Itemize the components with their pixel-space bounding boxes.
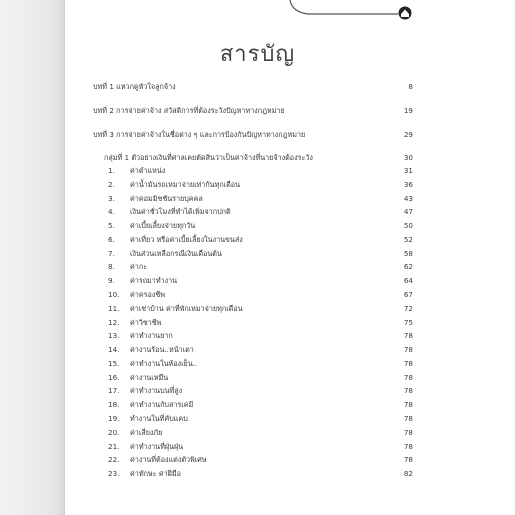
item-number: 14.	[108, 345, 120, 355]
toc-item	[108, 441, 413, 453]
item-title: ค่าวิชาชีพ	[130, 317, 162, 327]
item-number: 1.	[108, 166, 115, 175]
toc-item	[108, 165, 413, 177]
item-title: ค่าทำงานยาก	[130, 331, 173, 341]
item-number: 17.	[108, 386, 120, 396]
page-number: 64	[403, 276, 413, 286]
item-title: ค่างานที่ต้องแต่งตัวพิเศษ	[130, 455, 207, 465]
page-number: 47	[403, 207, 413, 217]
chapter-title: บทที่ 2 การจ่ายค่าจ้าง สวัสดิการที่ต้องระวังปัญหาทางกฎหมาย	[93, 106, 285, 115]
item-title: เงินส่วนเหลือกรณีเงินเดือนต้น	[130, 248, 222, 258]
page-number: 43	[403, 193, 413, 203]
page-number: 78	[403, 414, 413, 424]
item-number: 19.	[108, 414, 120, 424]
toc-group-1	[104, 152, 413, 164]
item-number: 21.	[108, 441, 120, 451]
toc-item	[108, 275, 413, 287]
toc-item	[108, 330, 413, 342]
item-title: ค่าครองชีพ	[130, 290, 165, 300]
page-number: 50	[403, 221, 413, 231]
item-number: 9.	[108, 276, 115, 286]
toc-item	[108, 193, 413, 205]
page-edge	[64, 0, 65, 515]
group-title: กลุ่มที่ 1 ตัวอย่างเงินที่ศาลเคยตัดสินว่าเป็นค่าจ้างที่นายจ้างต้องระวัง	[104, 153, 313, 162]
toc-chapter-1	[93, 81, 413, 93]
item-title: ทำงานในที่คับแคบ	[130, 414, 188, 424]
item-number: 10.	[108, 290, 120, 300]
item-title: ค่าตำแหน่ง	[130, 166, 166, 175]
adjacent-page-shadow	[0, 0, 64, 515]
page-number: 78	[403, 331, 413, 341]
toc-item	[108, 234, 413, 246]
item-number: 2.	[108, 179, 115, 189]
toc-item	[108, 248, 413, 260]
page-number: 78	[403, 372, 413, 382]
item-title: ค่าคอมมิชชันรายบุคคล	[130, 193, 203, 203]
item-title: ค่าทักษะ ค่าฝีมือ	[130, 469, 181, 479]
toc-item	[108, 303, 413, 315]
item-number: 16.	[108, 372, 120, 382]
page-number: 78	[403, 386, 413, 396]
item-title: ค่าทำงานกับสารเคมี	[130, 400, 194, 410]
page-number: 31	[403, 166, 413, 175]
page-number: 67	[403, 290, 413, 300]
item-title: ค่าเบี้ยเลี้ยงจ่ายทุกวัน	[130, 221, 196, 231]
item-number: 20.	[108, 427, 120, 437]
toc-item	[108, 399, 413, 411]
page-number: 78	[403, 441, 413, 451]
item-title: ค่าทำงานในห้องเย็น..	[130, 358, 198, 368]
toc-item	[108, 206, 413, 218]
item-number: 23.	[108, 469, 120, 479]
page-number: 78	[403, 358, 413, 368]
page-number: 78	[403, 345, 413, 355]
toc-item	[108, 289, 413, 301]
page-number: 78	[403, 400, 413, 410]
toc-item	[108, 454, 413, 466]
item-number: 12.	[108, 317, 120, 327]
item-number: 8.	[108, 262, 115, 272]
item-title: ค่าทำงานที่ฝุ่นฝุ่น	[130, 441, 184, 451]
toc-item	[108, 317, 413, 329]
item-title: ค่าเที่ยว หรือค่าเบี้ยเลี้ยงในงานขนส่ง	[130, 234, 243, 244]
item-title: ค่ากะ	[130, 262, 148, 272]
toc-item	[108, 427, 413, 439]
item-title: ค่ารถมาทำงาน	[130, 276, 178, 286]
page-number: 75	[403, 317, 413, 327]
page-number: 30	[403, 153, 413, 162]
page-number: 58	[403, 248, 413, 258]
page-number: 72	[403, 303, 413, 313]
item-title: ค่างานร้อน..หน้าเตา	[130, 345, 194, 355]
page-number: 19	[403, 106, 413, 115]
chapter-title: บทที่ 1 แหวกดูหัวใจลูกจ้าง	[93, 82, 176, 91]
page-number: 8	[408, 82, 413, 91]
toc-item	[108, 468, 413, 480]
item-number: 7.	[108, 248, 115, 258]
item-title: ค่าทำงานบนที่สูง	[130, 386, 183, 396]
toc-item	[108, 358, 413, 370]
chapter-title: บทที่ 3 การจ่ายค่าจ้างในชื่อต่าง ๆ และการป้องกันปัญหาทางกฎหมาย	[93, 130, 306, 139]
page-number: 29	[403, 130, 413, 139]
page-number: 78	[403, 455, 413, 465]
item-title: ค่าเช่าบ้าน ค่าที่พักเหมาจ่ายทุกเดือน	[130, 303, 243, 313]
item-number: 3.	[108, 193, 115, 203]
page-number: 82	[403, 469, 413, 479]
toc-item	[108, 344, 413, 356]
item-number: 4.	[108, 207, 115, 217]
item-title: เงินค่าชั่วโมงที่ทำได้เพิ่มจากปกติ	[130, 207, 231, 217]
toc-item	[108, 261, 413, 273]
toc-item	[108, 220, 413, 232]
page-number: 36	[403, 179, 413, 189]
page-number: 62	[403, 262, 413, 272]
page-number: 52	[403, 234, 413, 244]
item-title: ค่างานเหมืน	[130, 372, 169, 382]
item-number: 5.	[108, 221, 115, 231]
toc-item	[108, 179, 413, 191]
toc-chapter-2	[93, 105, 413, 117]
item-number: 18.	[108, 400, 120, 410]
item-title: ค่าเสี่ยงภัย	[130, 427, 163, 437]
item-number: 13.	[108, 331, 120, 341]
item-number: 15.	[108, 358, 120, 368]
item-number: 6.	[108, 234, 115, 244]
item-number: 22.	[108, 455, 120, 465]
house-curve-icon	[280, 0, 515, 30]
toc-item	[108, 413, 413, 425]
page-number: 78	[403, 427, 413, 437]
toc-chapter-3	[93, 129, 413, 141]
page-title: สารบัญ	[219, 42, 296, 67]
item-number: 11.	[108, 303, 120, 313]
toc-item	[108, 372, 413, 384]
toc-item	[108, 385, 413, 397]
item-title: ค่าน้ำมันรถเหมาจ่ายเท่ากันทุกเดือน	[130, 179, 241, 189]
